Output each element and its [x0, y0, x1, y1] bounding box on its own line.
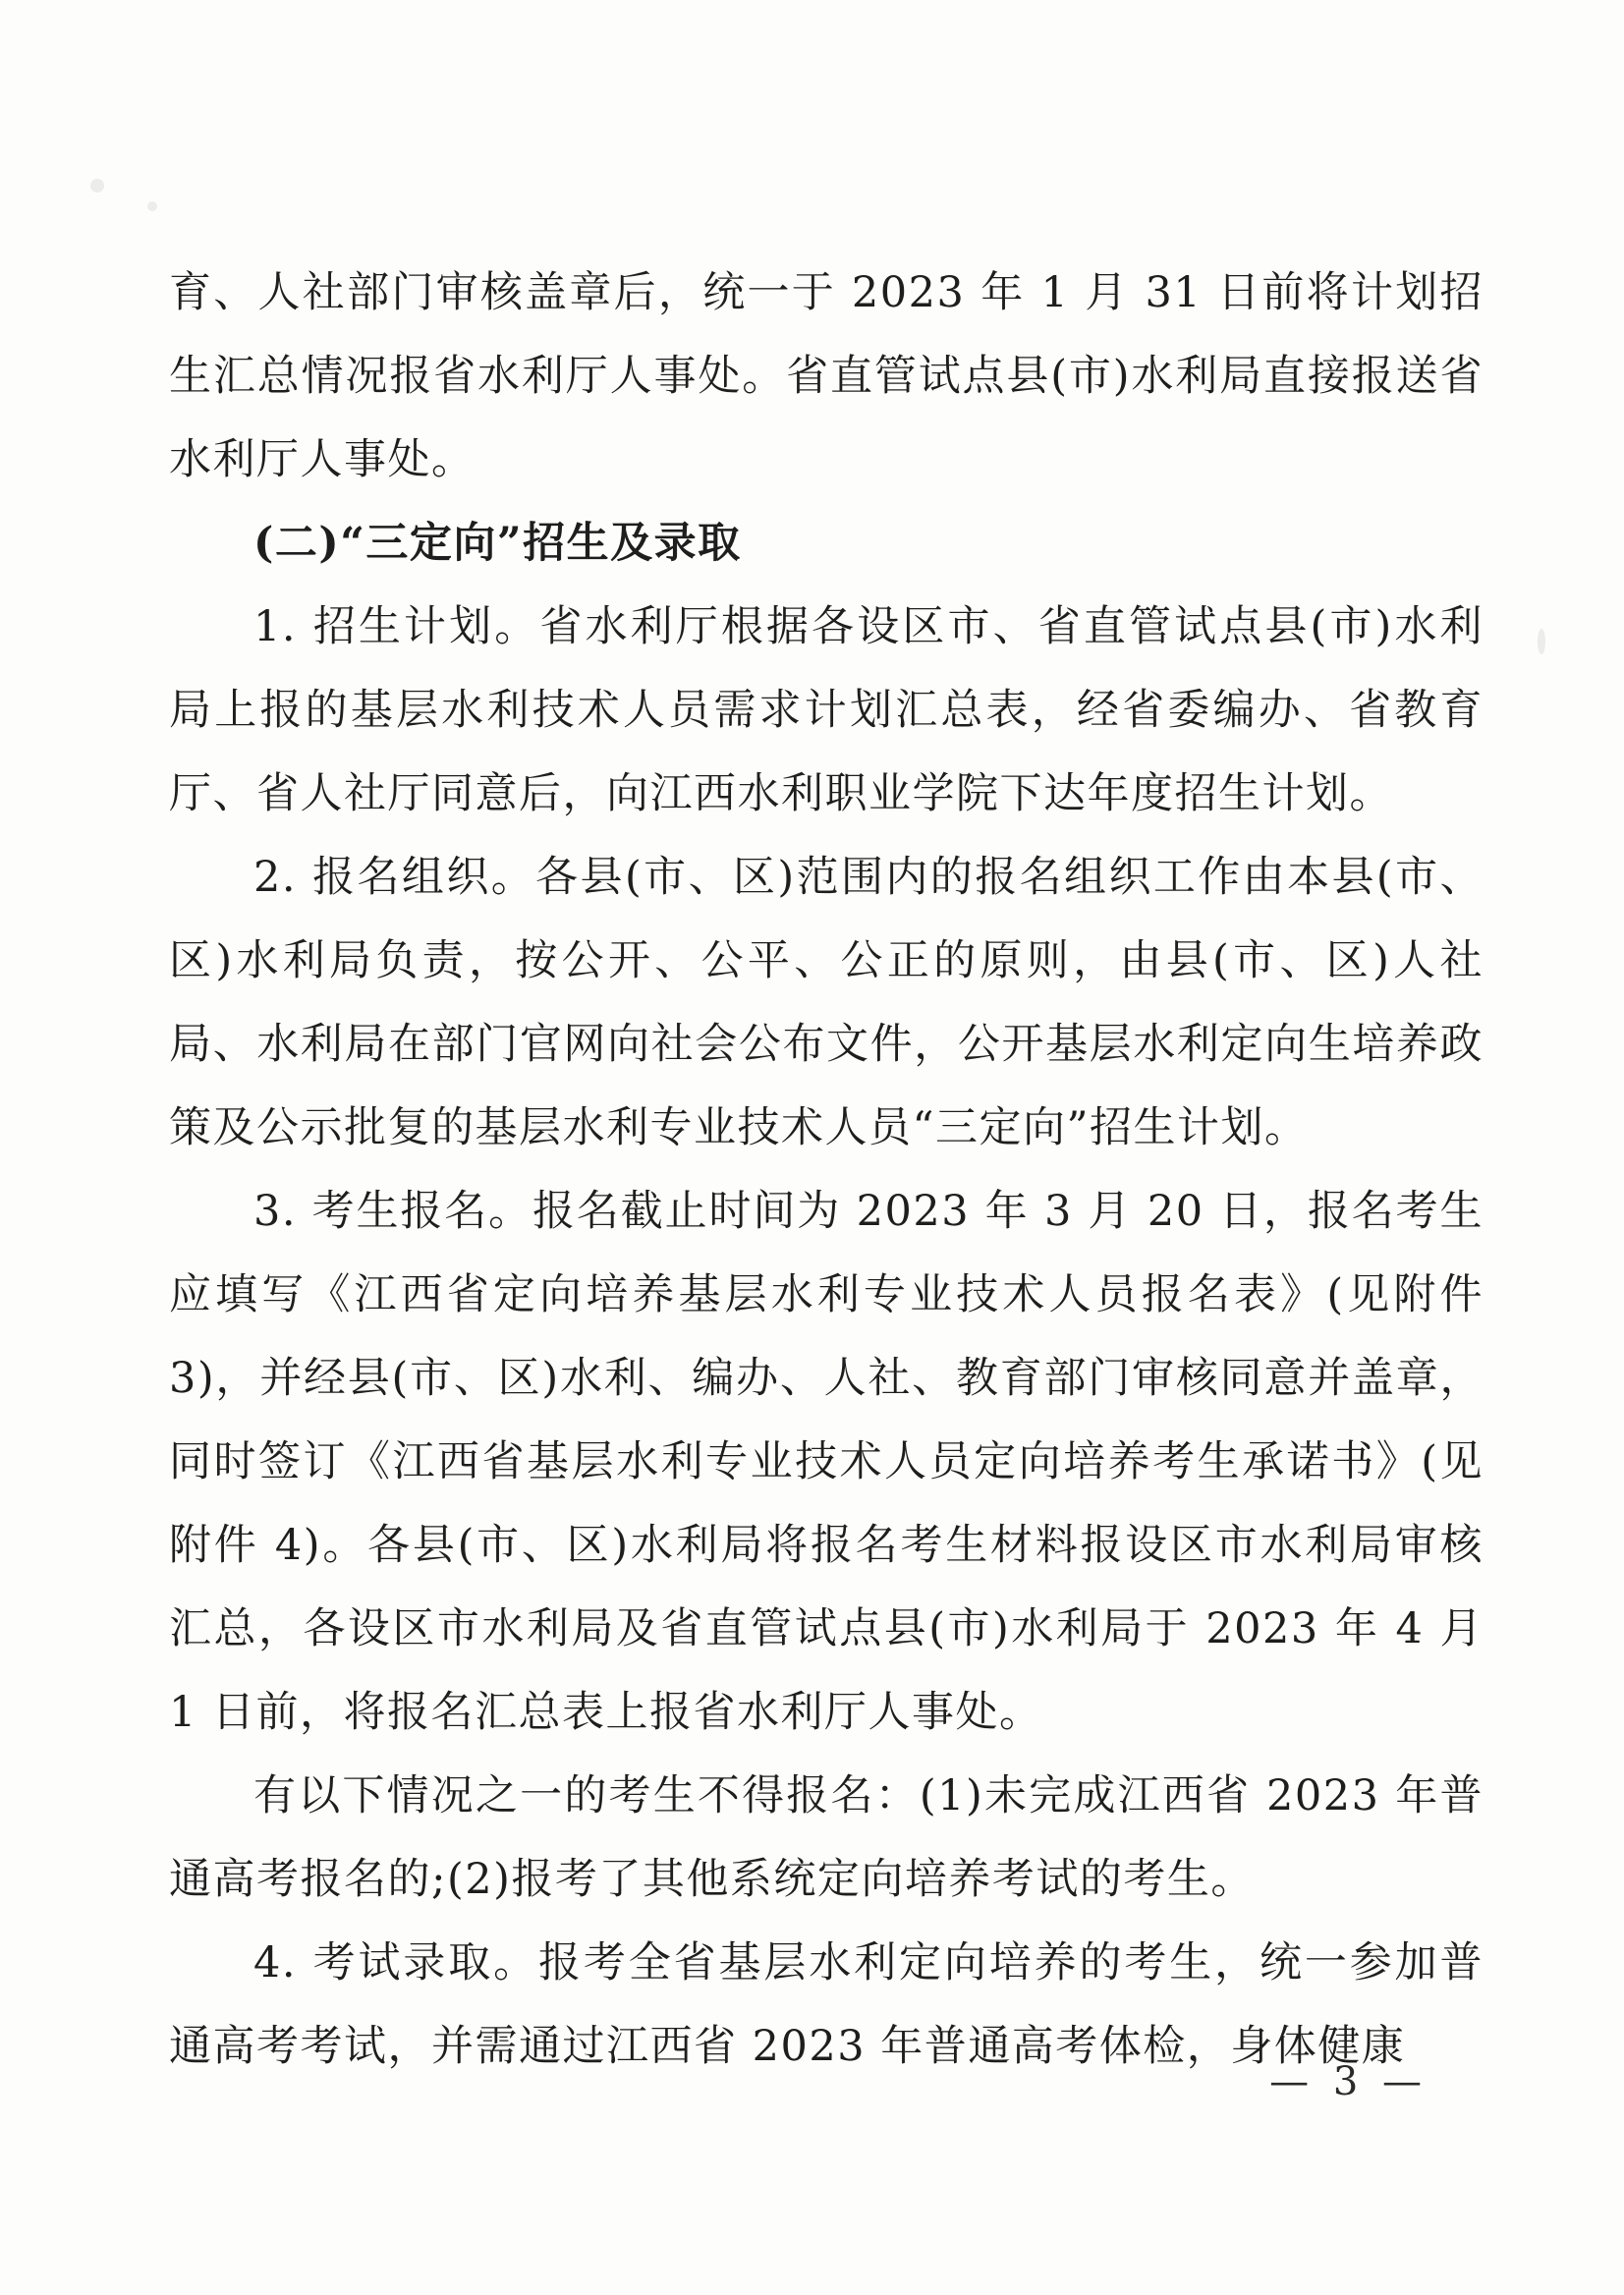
paragraph-3-candidate-registration: 3. 考生报名。报名截止时间为 2023 年 3 月 20 日，报名考生应填写《江西省定向培养基层水利专业技术人员报名表》(见附件3)，并经县(市、区)水利、编办、人社、教育部门审核同意并盖章，同时签订《江西省基层水利专业技术人员定向培养考生承诺书》(见附件 4)。各县(市、区)水利局将报名考生材料报设区市水利局审核汇总，各设区市水利局及省直管试点县(市)水利局于 2023 年 4 月 1 日前，将报名汇总表上报省水利厅人事处。	[169, 1187, 1484, 1737]
page-number: — 3 —	[1269, 2059, 1428, 2104]
section-heading-three-directional-recruitment: (二)“三定向”招生及录取	[253, 519, 742, 568]
paragraph-registration-restrictions: 有以下情况之一的考生不得报名：(1)未完成江西省 2023 年普通高考报名的;(2)报考了其他系统定向培养考试的考生。	[169, 1771, 1484, 1904]
scan-speck	[1538, 629, 1545, 654]
document-body	[169, 252, 1484, 2089]
paragraph-1-enrollment-plan: 1. 招生计划。省水利厅根据各设区市、省直管试点县(市)水利局上报的基层水利技术人员需求计划汇总表，经省委编办、省教育厅、省人社厅同意后，向江西水利职业学院下达年度招生计划。	[169, 602, 1484, 818]
paragraph-2-registration-organization: 2. 报名组织。各县(市、区)范围内的报名组织工作由本县(市、区)水利局负责，按公开、公平、公正的原则，由县(市、区)人社局、水利局在部门官网向社会公布文件，公开基层水利定向生培养政策及公示批复的基层水利专业技术人员“三定向”招生计划。	[169, 853, 1484, 1152]
scan-speck	[147, 201, 157, 211]
paragraph-continued-from-previous-page: 育、人社部门审核盖章后，统一于 2023 年 1 月 31 日前将计划招生汇总情况报省水利厅人事处。省直管试点县(市)水利局直接报送省水利厅人事处。	[169, 268, 1484, 484]
paragraph-4-exam-admission: 4. 考试录取。报考全省基层水利定向培养的考生，统一参加普通高考考试，并需通过江西省 2023 年普通高考体检，身体健康	[169, 1938, 1484, 2071]
scan-speck	[90, 179, 104, 193]
